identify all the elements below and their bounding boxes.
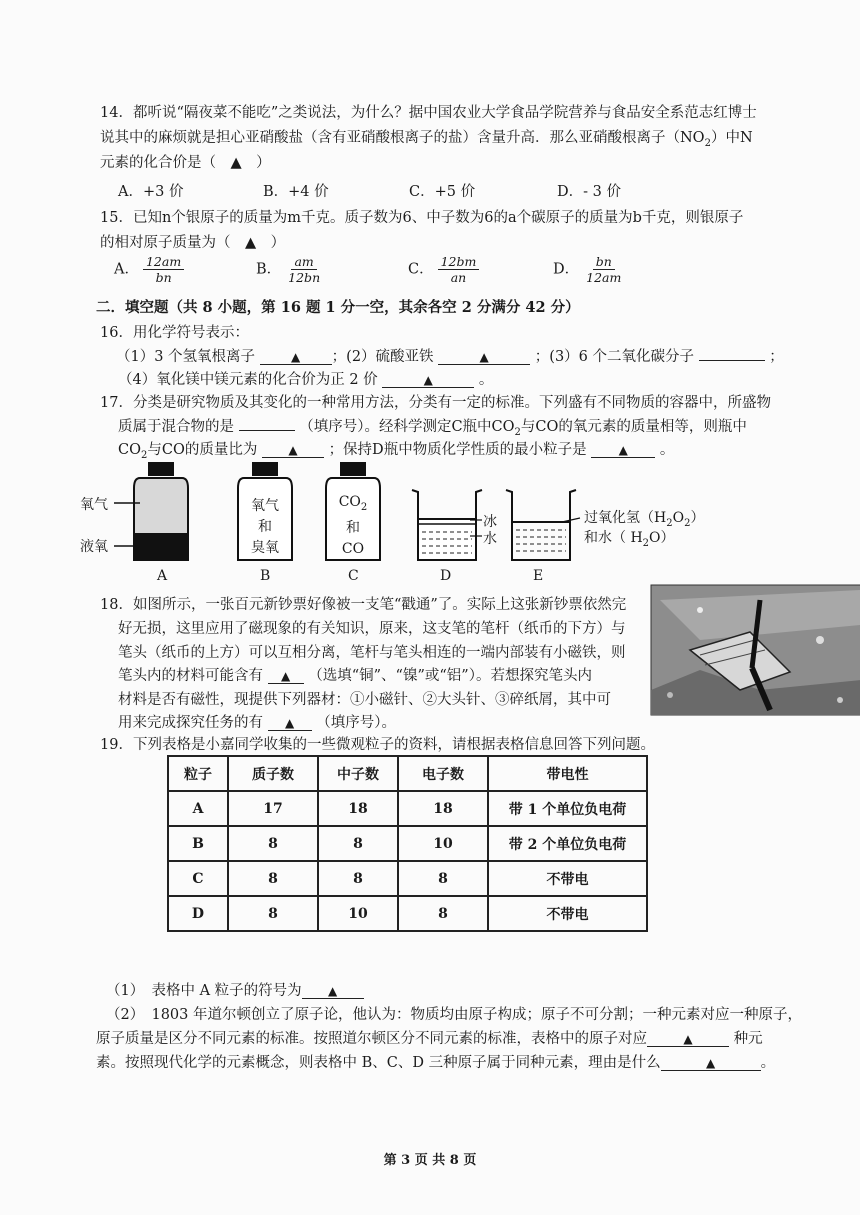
table-cell: 18: [398, 791, 488, 826]
beaker-d: [412, 490, 482, 560]
particle-table: [167, 755, 648, 932]
q15-line2: 的相对原子质量为（ ▲ ）: [100, 235, 286, 251]
q19-sub2-line3: 素。按照现代化学的元素概念，则表格中 B、C、D 三种原子属于同种元素，理由是什么 ▲ 。: [96, 1055, 776, 1071]
table-header: 电子数: [398, 756, 488, 791]
q19-sub2-line1: （2） 1803 年道尔顿创立了原子论，他认为：物质均由原子构成；原子不可分割；一种元素对应一种原子，: [106, 1007, 802, 1023]
q18-line6: 用来完成探究任务的有 ▲ （填序号）。: [118, 715, 396, 731]
q15-option-c: C． $\frac{12bm}{an}$: [408, 254, 479, 285]
bottle-a-bottom-label: 液氧: [80, 539, 108, 555]
beaker-e-label-2: 和水（ $H_2O$）: [584, 530, 675, 549]
q18-line5: 材料是否有磁性，现提供下列器材：①小磁针、②大头针、③碎纸屑，其中可: [118, 692, 611, 708]
q17-line1: 17．分类是研究物质及其变化的一种常用方法，分类有一定的标准。下列盛有不同物质的容器中，所盛物: [100, 395, 771, 411]
table-cell: 不带电: [488, 861, 647, 896]
q19-sub2-line2: 原子质量是区分不同元素的标准。按照道尔顿区分不同元素的标准，表格中的原子对应 ▲ 种元: [96, 1031, 763, 1047]
container-letter-c: C: [348, 568, 359, 584]
q15-option-d: D． $\frac{bn}{12am}$: [553, 254, 622, 285]
bottle-a: [114, 462, 188, 560]
table-cell: C: [168, 861, 228, 896]
bottle-a-top-label: 氧气: [80, 497, 108, 513]
q14-option-b: B．+4 价: [263, 184, 329, 200]
section-heading: 二．填空题（共 8 小题，第 16 题 1 分一空，其余各空 2 分满分 42 分）: [96, 299, 580, 316]
q18-line1: 18．如图所示，一张百元新钞票好像被一支笔“戳通”了。实际上这张新钞票依然完: [100, 597, 627, 613]
table-cell: 17: [228, 791, 318, 826]
q17-line3: $CO_2$与CO的质量比为 ▲ ；保持D瓶中物质化学性质的最小粒子是 ▲ 。: [118, 442, 675, 461]
container-letter-e: E: [533, 568, 544, 584]
q19-sub1: （1） 表格中 A 粒子的符号为 ▲: [106, 979, 364, 1000]
table-cell: B: [168, 826, 228, 861]
q15-option-a: A． $\frac{12am}{bn}$: [114, 254, 184, 285]
q15-line1: 15．已知n个银原子的质量为m千克。质子数为6、中子数为6的a个碳原子的质量为b千克，则银原子: [100, 210, 744, 226]
q14-option-c: C．+5 价: [409, 184, 476, 200]
table-cell: 18: [318, 791, 398, 826]
table-row: [168, 896, 647, 931]
q16-line3: （4）氧化镁中镁元素的化合价为正 2 价 ▲ 。: [118, 372, 494, 388]
table-cell: A: [168, 791, 228, 826]
table-cell: 8: [228, 861, 318, 896]
table-header: 中子数: [318, 756, 398, 791]
container-letter-b: B: [260, 568, 271, 584]
table-header: 带电性: [488, 756, 647, 791]
table-header: 粒子: [168, 756, 228, 791]
q18-line4: 笔头内的材料可能含有 ▲ （选填“铜”、“镍”或“铝”）。若想探究笔头内: [118, 668, 592, 684]
table-cell: 8: [228, 896, 318, 931]
q16-line1: 16．用化学符号表示：: [100, 325, 249, 341]
q14-line2: 说其中的麻烦就是担心亚硝酸盐（含有亚硝酸根离子的盐）含量升高．那么亚硝酸根离子$(NO_2)$中N: [100, 130, 753, 149]
q19-line1: 19．下列表格是小嘉同学收集的一些微观粒子的资料，请根据表格信息回答下列问题。: [100, 737, 655, 753]
table-header-row: [168, 756, 647, 791]
bottle-c-label: $CO_2$ 和 CO: [338, 494, 368, 557]
table-row: [168, 826, 647, 861]
q18-line3: 笔头（纸币的上方）可以互相分离，笔杆与笔头相连的一端内部装有小磁铁，则: [118, 645, 626, 661]
table-row: [168, 791, 647, 826]
table-cell: 10: [318, 896, 398, 931]
q14-line3: 元素的化合价是（ ▲ ）: [100, 155, 271, 171]
beaker-d-ice-label: 冰: [483, 514, 497, 530]
table-cell: 8: [228, 826, 318, 861]
table-cell: 带 2 个单位负电荷: [488, 826, 647, 861]
q17-line2: 质属于混合物的是 （填序号）。经科学测定C瓶中$CO_2$与CO的氧元素的质量相等，则瓶中: [118, 419, 747, 438]
q18-line2: 好无损，这里应用了磁现象的有关知识，原来，这支笔的笔杆（纸币的下方）与: [118, 621, 626, 637]
beaker-e-label-1: 过氧化氢$(H_2O_2)$: [584, 510, 705, 529]
table-cell: 8: [398, 861, 488, 896]
q14-option-a: A．+3 价: [118, 184, 184, 200]
q14-option-d: D．- 3 价: [557, 184, 621, 200]
beaker-d-water-label: 水: [483, 531, 497, 547]
table-cell: 带 1 个单位负电荷: [488, 791, 647, 826]
table-row: [168, 861, 647, 896]
table-cell: D: [168, 896, 228, 931]
table-header: 质子数: [228, 756, 318, 791]
q14-line1: 14．都听说“隔夜菜不能吃”之类说法，为什么？据中国农业大学食品学院营养与食品安全系范志红博士: [100, 105, 757, 121]
container-letter-a: A: [157, 568, 168, 584]
banknote-photo: [651, 585, 860, 715]
beaker-e: [506, 490, 580, 560]
table-cell: 8: [398, 896, 488, 931]
table-cell: 8: [318, 826, 398, 861]
q16-line2: （1）3 个氢氧根离子 ▲ ；(2）硫酸亚铁 ▲ ；(3）6 个二氧化碳分子 ；: [116, 349, 784, 365]
container-letter-d: D: [440, 568, 452, 584]
table-cell: 8: [318, 861, 398, 896]
q15-option-b: B． $\frac{am}{12bn}$: [256, 254, 321, 285]
page-footer: 第 3 页 共 8 页: [383, 1153, 477, 1168]
table-cell: 不带电: [488, 896, 647, 931]
table-cell: 10: [398, 826, 488, 861]
bottle-b-label: 氧气 和 臭氧: [251, 498, 279, 556]
